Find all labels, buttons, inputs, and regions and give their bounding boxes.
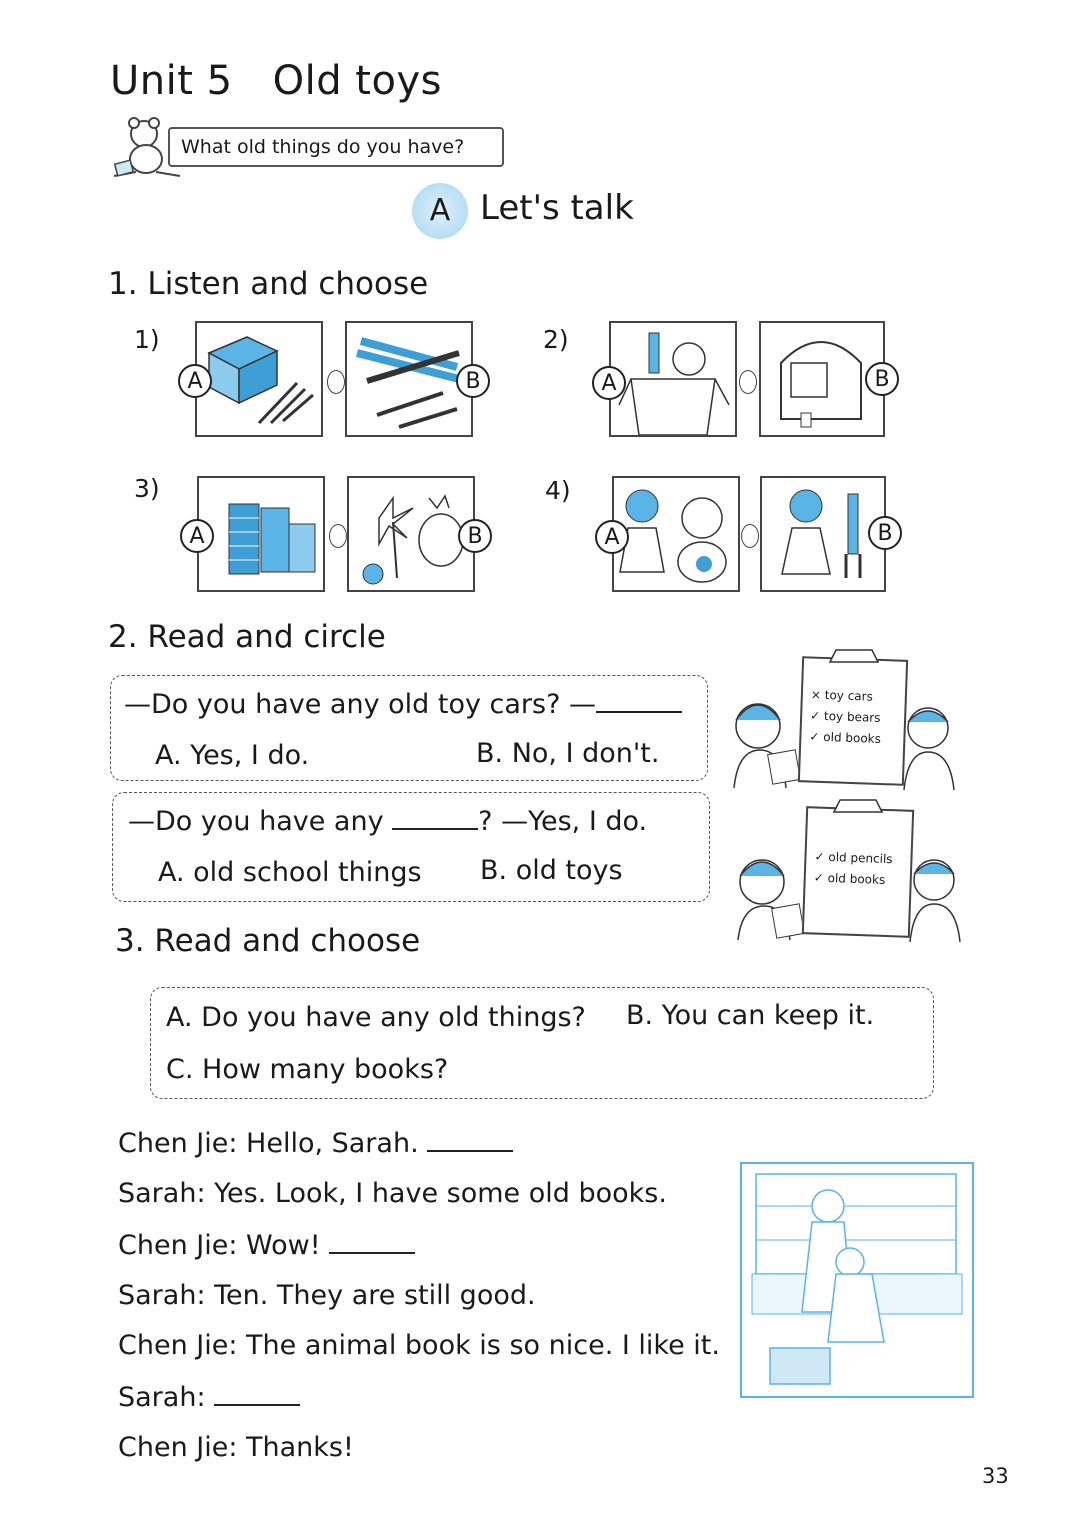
dialog-line: Chen Jie: Thanks! (118, 1432, 354, 1463)
question-text: ? —Yes, I do. (478, 806, 648, 837)
checklist (809, 685, 883, 750)
books-pens-icon (197, 323, 321, 435)
picture-card-b (345, 321, 473, 437)
pinwheel-rooster-icon (349, 478, 473, 590)
question-text: —Do you have any (128, 806, 384, 837)
dialog-text: Chen Jie: Hello, Sarah. (118, 1128, 419, 1159)
picture-card-a (197, 476, 325, 592)
option-a-circle[interactable]: A (592, 366, 626, 400)
choice-b: B. You can keep it. (626, 1000, 875, 1031)
answer-blank[interactable] (214, 1404, 300, 1406)
item-number: 1) (134, 325, 160, 354)
picture-card-b (347, 476, 475, 592)
question-banner: What old things do you have? (168, 127, 504, 167)
dialog-line: Chen Jie: The animal book is so nice. I like it. (118, 1330, 720, 1361)
checklist-item: ✓ old pencils (814, 849, 893, 867)
question-2 (128, 806, 647, 837)
answer-blank[interactable] (329, 1252, 415, 1254)
dialog-text: Chen Jie: Wow! (118, 1230, 321, 1261)
checklist-item: ✓ old books (809, 729, 882, 746)
section-title: Let's talk (480, 188, 634, 228)
option-a[interactable]: A. old school things (158, 857, 422, 888)
dialog-text: Sarah: (118, 1382, 206, 1413)
picture-card-a (195, 321, 323, 437)
boy-icon (898, 698, 960, 792)
clipboard-clip-icon (826, 644, 882, 664)
checklist-item: ✓ old books (813, 870, 886, 887)
dialog-line (118, 1382, 300, 1413)
clipboard-clip-icon (830, 794, 886, 814)
rulers-pens-icon (347, 323, 471, 435)
section-badge: A (412, 183, 468, 239)
dialog-line: Sarah: Ten. They are still good. (118, 1280, 536, 1311)
picture-card-a (612, 476, 740, 592)
doll-giraffe-icon (762, 478, 884, 590)
unit-number: Unit 5 (110, 58, 233, 104)
unit-title (110, 58, 442, 104)
part1-title: 1. Listen and choose (108, 266, 429, 302)
item-number: 4) (545, 476, 571, 505)
checklist-board (802, 806, 914, 938)
book-stacks-icon (199, 478, 323, 590)
option-b-circle[interactable]: B (868, 516, 902, 550)
question-1 (124, 689, 682, 720)
question-text: —Do you have any old toy cars? — (124, 689, 597, 720)
toy-box-icon (611, 323, 735, 435)
dialog-line (118, 1128, 513, 1159)
checklist (813, 846, 893, 891)
item-number: 2) (543, 325, 569, 354)
picture-card-a (609, 321, 737, 437)
unit-name: Old toys (272, 58, 442, 104)
room-scene-illustration (740, 1162, 974, 1398)
connector-oval (329, 524, 347, 548)
option-b-circle[interactable]: B (865, 362, 899, 396)
dialog-line: Sarah: Yes. Look, I have some old books. (118, 1178, 667, 1209)
option-b-circle[interactable]: B (456, 364, 490, 398)
option-a-circle[interactable]: A (178, 364, 212, 398)
doll-bear-icon (614, 478, 738, 590)
option-a[interactable]: A. Yes, I do. (155, 740, 310, 771)
girl-icon (728, 850, 810, 942)
page-number: 33 (982, 1464, 1009, 1488)
answer-blank[interactable] (427, 1150, 513, 1152)
choice-a: A. Do you have any old things? (166, 1002, 586, 1033)
option-a-circle[interactable]: A (180, 519, 214, 553)
option-b-circle[interactable]: B (458, 519, 492, 553)
part2-title: 2. Read and circle (108, 619, 386, 655)
checklist-board (798, 656, 908, 786)
choice-c: C. How many books? (166, 1054, 449, 1085)
boy-icon (904, 850, 966, 944)
dialog-line (118, 1230, 415, 1261)
connector-oval (739, 370, 757, 394)
answer-blank[interactable] (392, 828, 478, 830)
answer-blank[interactable] (596, 711, 682, 713)
option-a-circle[interactable]: A (595, 520, 629, 554)
connector-oval (741, 524, 759, 548)
checklist-item: ✓ toy bears (809, 708, 881, 725)
connector-oval (327, 370, 345, 394)
part3-title: 3. Read and choose (115, 923, 421, 959)
girl-icon (724, 690, 806, 790)
option-b[interactable]: B. No, I don't. (476, 738, 660, 769)
checklist-item: × toy cars (810, 687, 874, 704)
item-number: 3) (134, 474, 160, 503)
option-b[interactable]: B. old toys (480, 855, 623, 886)
